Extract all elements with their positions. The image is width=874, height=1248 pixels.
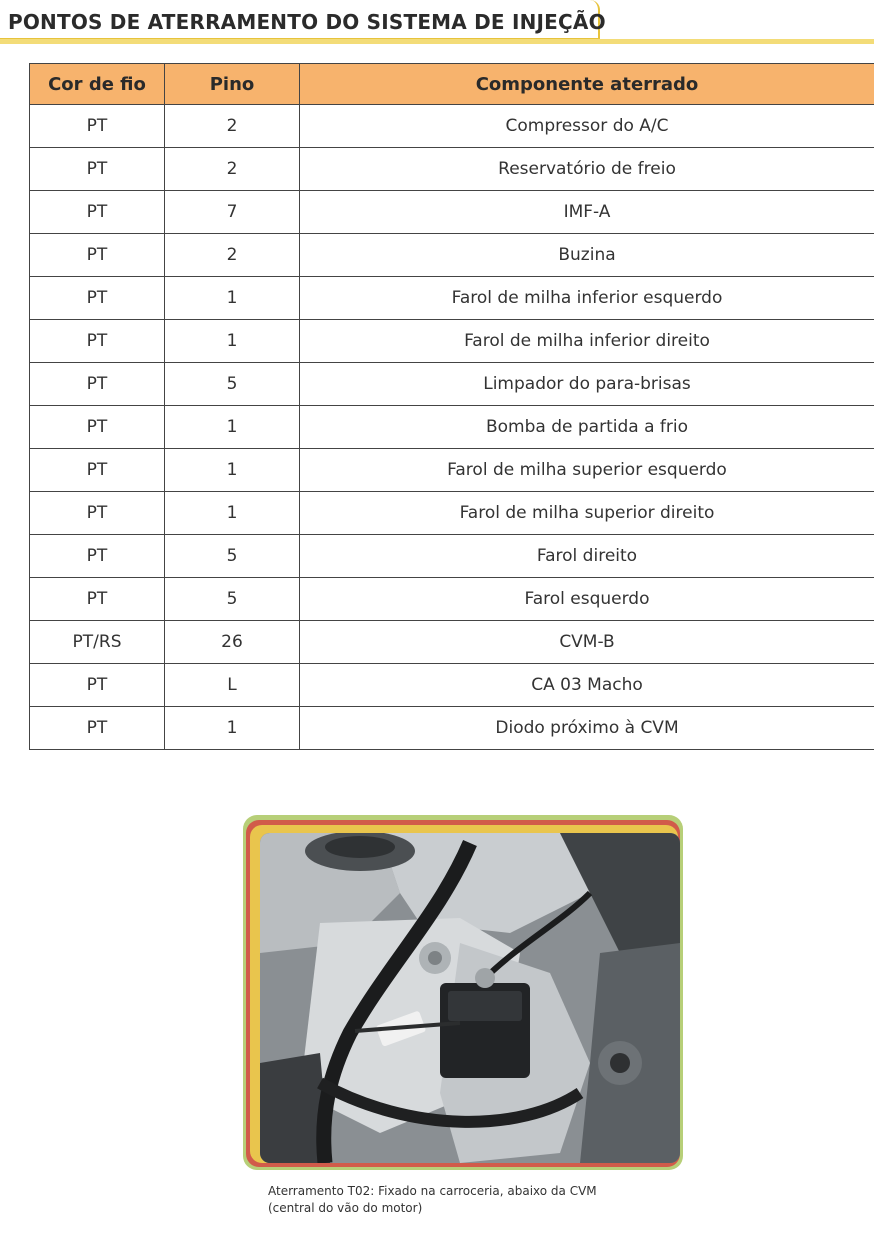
table-row [30,363,874,406]
component-cell: Limpador do para-brisas [300,363,874,406]
component-cell: Farol de milha inferior esquerdo [300,277,874,320]
wire-color-cell: PT [30,578,165,621]
table-row [30,664,874,707]
pin-cell: 1 [165,277,300,320]
pin-cell: 1 [165,492,300,535]
component-cell: Farol esquerdo [300,578,874,621]
table-row [30,105,874,148]
component-cell: Compressor do A/C [300,105,874,148]
table-row [30,621,874,664]
wire-color-cell: PT [30,449,165,492]
caption-line-1: Aterramento T02: Fixado na carroceria, abaixo da CVM [268,1184,597,1198]
grounding-points-table [29,63,874,750]
table-body [30,105,874,750]
wire-color-cell: PT/RS [30,621,165,664]
wire-color-cell: PT [30,535,165,578]
table-row [30,707,874,750]
section-title: PONTOS DE ATERRAMENTO DO SISTEMA DE INJEÇÃO [8,10,606,34]
photo-caption [268,1183,688,1217]
wire-color-cell: PT [30,492,165,535]
pin-cell: 1 [165,406,300,449]
component-cell: Bomba de partida a frio [300,406,874,449]
table-row [30,234,874,277]
wire-color-cell: PT [30,105,165,148]
wire-color-cell: PT [30,363,165,406]
pin-cell: 5 [165,578,300,621]
wire-color-cell: PT [30,406,165,449]
component-cell: IMF-A [300,191,874,234]
table-row [30,492,874,535]
table-row [30,320,874,363]
pin-cell: 5 [165,363,300,406]
table-row [30,191,874,234]
title-rule [0,39,874,44]
pin-cell: L [165,664,300,707]
pin-cell: 2 [165,148,300,191]
pin-cell: 1 [165,320,300,363]
pin-cell: 2 [165,234,300,277]
pin-cell: 26 [165,621,300,664]
table-row [30,406,874,449]
pin-cell: 5 [165,535,300,578]
component-cell: Diodo próximo à CVM [300,707,874,750]
component-cell: Farol de milha superior direito [300,492,874,535]
column-header-component: Componente aterrado [300,64,874,105]
component-cell: Buzina [300,234,874,277]
photo-frame [243,815,683,1170]
table-header-row [30,64,874,105]
wire-color-cell: PT [30,277,165,320]
component-cell: Reservatório de freio [300,148,874,191]
pin-cell: 2 [165,105,300,148]
caption-line-2: (central do vão do motor) [268,1201,423,1215]
table-row [30,449,874,492]
component-cell: Farol de milha inferior direito [300,320,874,363]
component-cell: CVM-B [300,621,874,664]
table-row [30,578,874,621]
component-cell: Farol direito [300,535,874,578]
column-header-pin: Pino [165,64,300,105]
pin-cell: 1 [165,707,300,750]
wire-color-cell: PT [30,191,165,234]
wire-color-cell: PT [30,707,165,750]
component-cell: CA 03 Macho [300,664,874,707]
wire-color-cell: PT [30,234,165,277]
wire-color-cell: PT [30,148,165,191]
column-header-wire-color: Cor de fio [30,64,165,105]
wire-color-cell: PT [30,320,165,363]
table-row [30,277,874,320]
wire-color-cell: PT [30,664,165,707]
pin-cell: 1 [165,449,300,492]
table-row [30,535,874,578]
pin-cell: 7 [165,191,300,234]
engine-bay-photo [260,833,680,1163]
component-cell: Farol de milha superior esquerdo [300,449,874,492]
table-row [30,148,874,191]
